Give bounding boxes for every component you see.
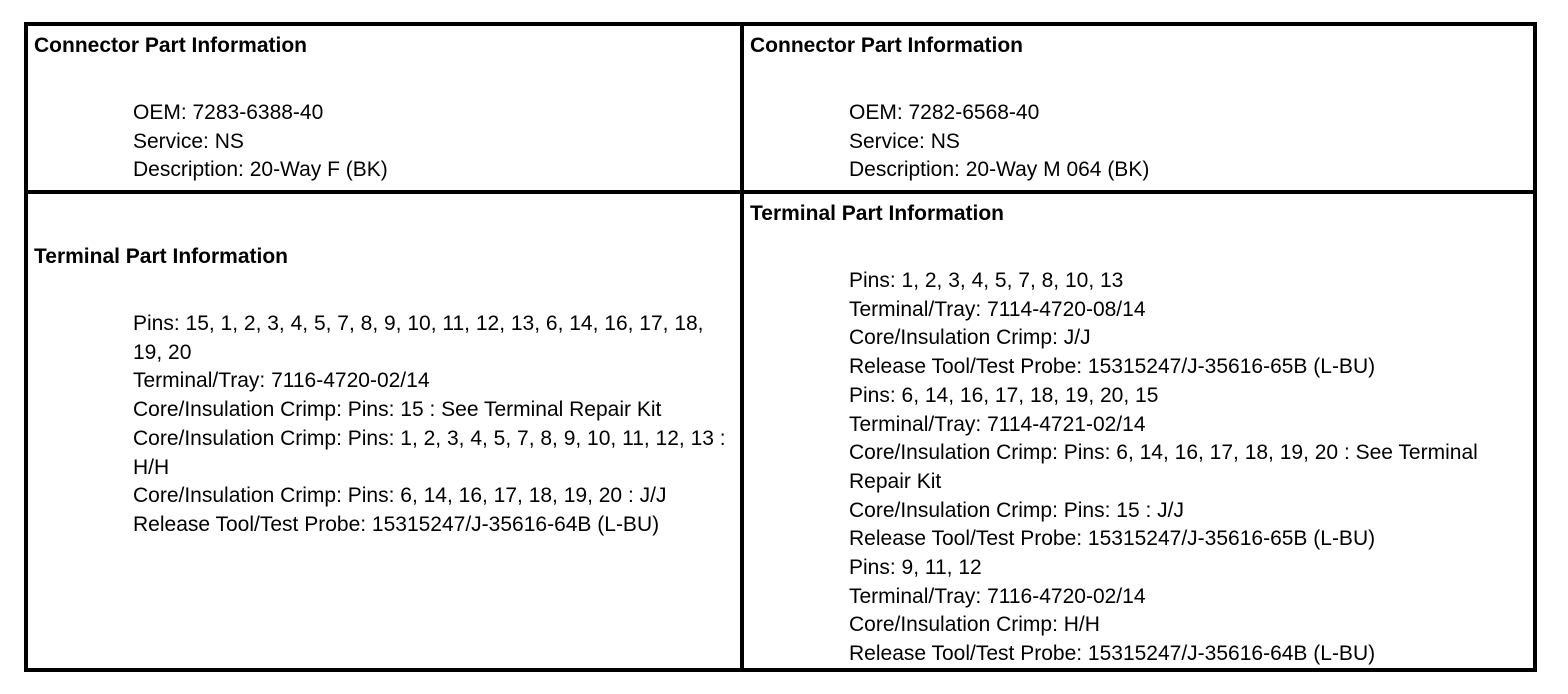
left-terminal-pins: Pins: 15, 1, 2, 3, 4, 5, 7, 8, 9, 10, 11, 12, 13, 6, 14, 16, 17, 18, 19, 20	[133, 312, 704, 364]
left-terminal-crimp-3: Core/Insulation Crimp: Pins: 6, 14, 16, 17, 18, 19, 20 : J/J	[133, 484, 667, 508]
right-terminal-tray-2: Terminal/Tray: 7114-4721-02/14	[849, 412, 1146, 436]
right-terminal-release-tool-1: Release Tool/Test Probe: 15315247/J-35616-65B (L-BU)	[849, 355, 1376, 379]
right-connector-cell	[744, 26, 1533, 190]
left-connector-service: Service: NS	[133, 129, 244, 153]
right-terminal-release-tool-3: Release Tool/Test Probe: 15315247/J-35616-64B (L-BU)	[849, 642, 1376, 666]
right-connector-details	[849, 99, 1149, 185]
right-terminal-tray-3: Terminal/Tray: 7116-4720-02/14	[849, 584, 1146, 608]
right-connector-oem: OEM: 7282-6568-40	[849, 101, 1040, 124]
right-terminal-crimp-2: Core/Insulation Crimp: Pins: 6, 14, 16, 17, 18, 19, 20 : See Terminal Repair Kit	[849, 441, 1478, 493]
left-terminal-details	[133, 310, 733, 540]
right-connector-description: Description: 20-Way M 064 (BK)	[849, 158, 1150, 182]
left-connector-cell	[28, 26, 740, 190]
right-connector-heading: Connector Part Information	[750, 34, 1024, 57]
right-terminal-tray-1: Terminal/Tray: 7114-4720-08/14	[849, 297, 1146, 321]
right-terminal-release-tool-2: Release Tool/Test Probe: 15315247/J-35616-65B (L-BU)	[849, 527, 1376, 551]
left-terminal-release-tool: Release Tool/Test Probe: 15315247/J-35616-64B (L-BU)	[133, 512, 660, 536]
left-terminal-heading: Terminal Part Information	[34, 245, 288, 268]
right-terminal-crimp-1: Core/Insulation Crimp: J/J	[849, 326, 1091, 350]
left-terminal-crimp-1: Core/Insulation Crimp: Pins: 15 : See Terminal Repair Kit	[133, 398, 662, 422]
right-terminal-pins-2: Pins: 6, 14, 16, 17, 18, 19, 20, 15	[849, 383, 1159, 407]
right-connector-service: Service: NS	[849, 129, 960, 153]
left-terminal-crimp-2: Core/Insulation Crimp: Pins: 1, 2, 3, 4, 5, 7, 8, 9, 10, 11, 12, 13 : H/H	[133, 426, 726, 479]
left-connector-details	[133, 99, 388, 185]
connector-info-table	[24, 22, 1537, 672]
left-terminal-cell	[28, 194, 740, 668]
right-terminal-pins-3: Pins: 9, 11, 12	[849, 556, 982, 580]
left-terminal-tray: Terminal/Tray: 7116-4720-02/14	[133, 369, 430, 393]
right-terminal-details	[849, 267, 1509, 668]
right-terminal-crimp-3: Core/Insulation Crimp: Pins: 15 : J/J	[849, 498, 1184, 522]
right-terminal-heading: Terminal Part Information	[750, 202, 1004, 225]
right-terminal-pins-1: Pins: 1, 2, 3, 4, 5, 7, 8, 10, 13	[849, 269, 1124, 292]
right-terminal-crimp-4: Core/Insulation Crimp: H/H	[849, 613, 1100, 637]
left-connector-description: Description: 20-Way F (BK)	[133, 158, 388, 182]
left-connector-oem: OEM: 7283-6388-40	[133, 101, 324, 124]
right-terminal-cell	[744, 194, 1533, 668]
left-connector-heading: Connector Part Information	[34, 34, 308, 57]
